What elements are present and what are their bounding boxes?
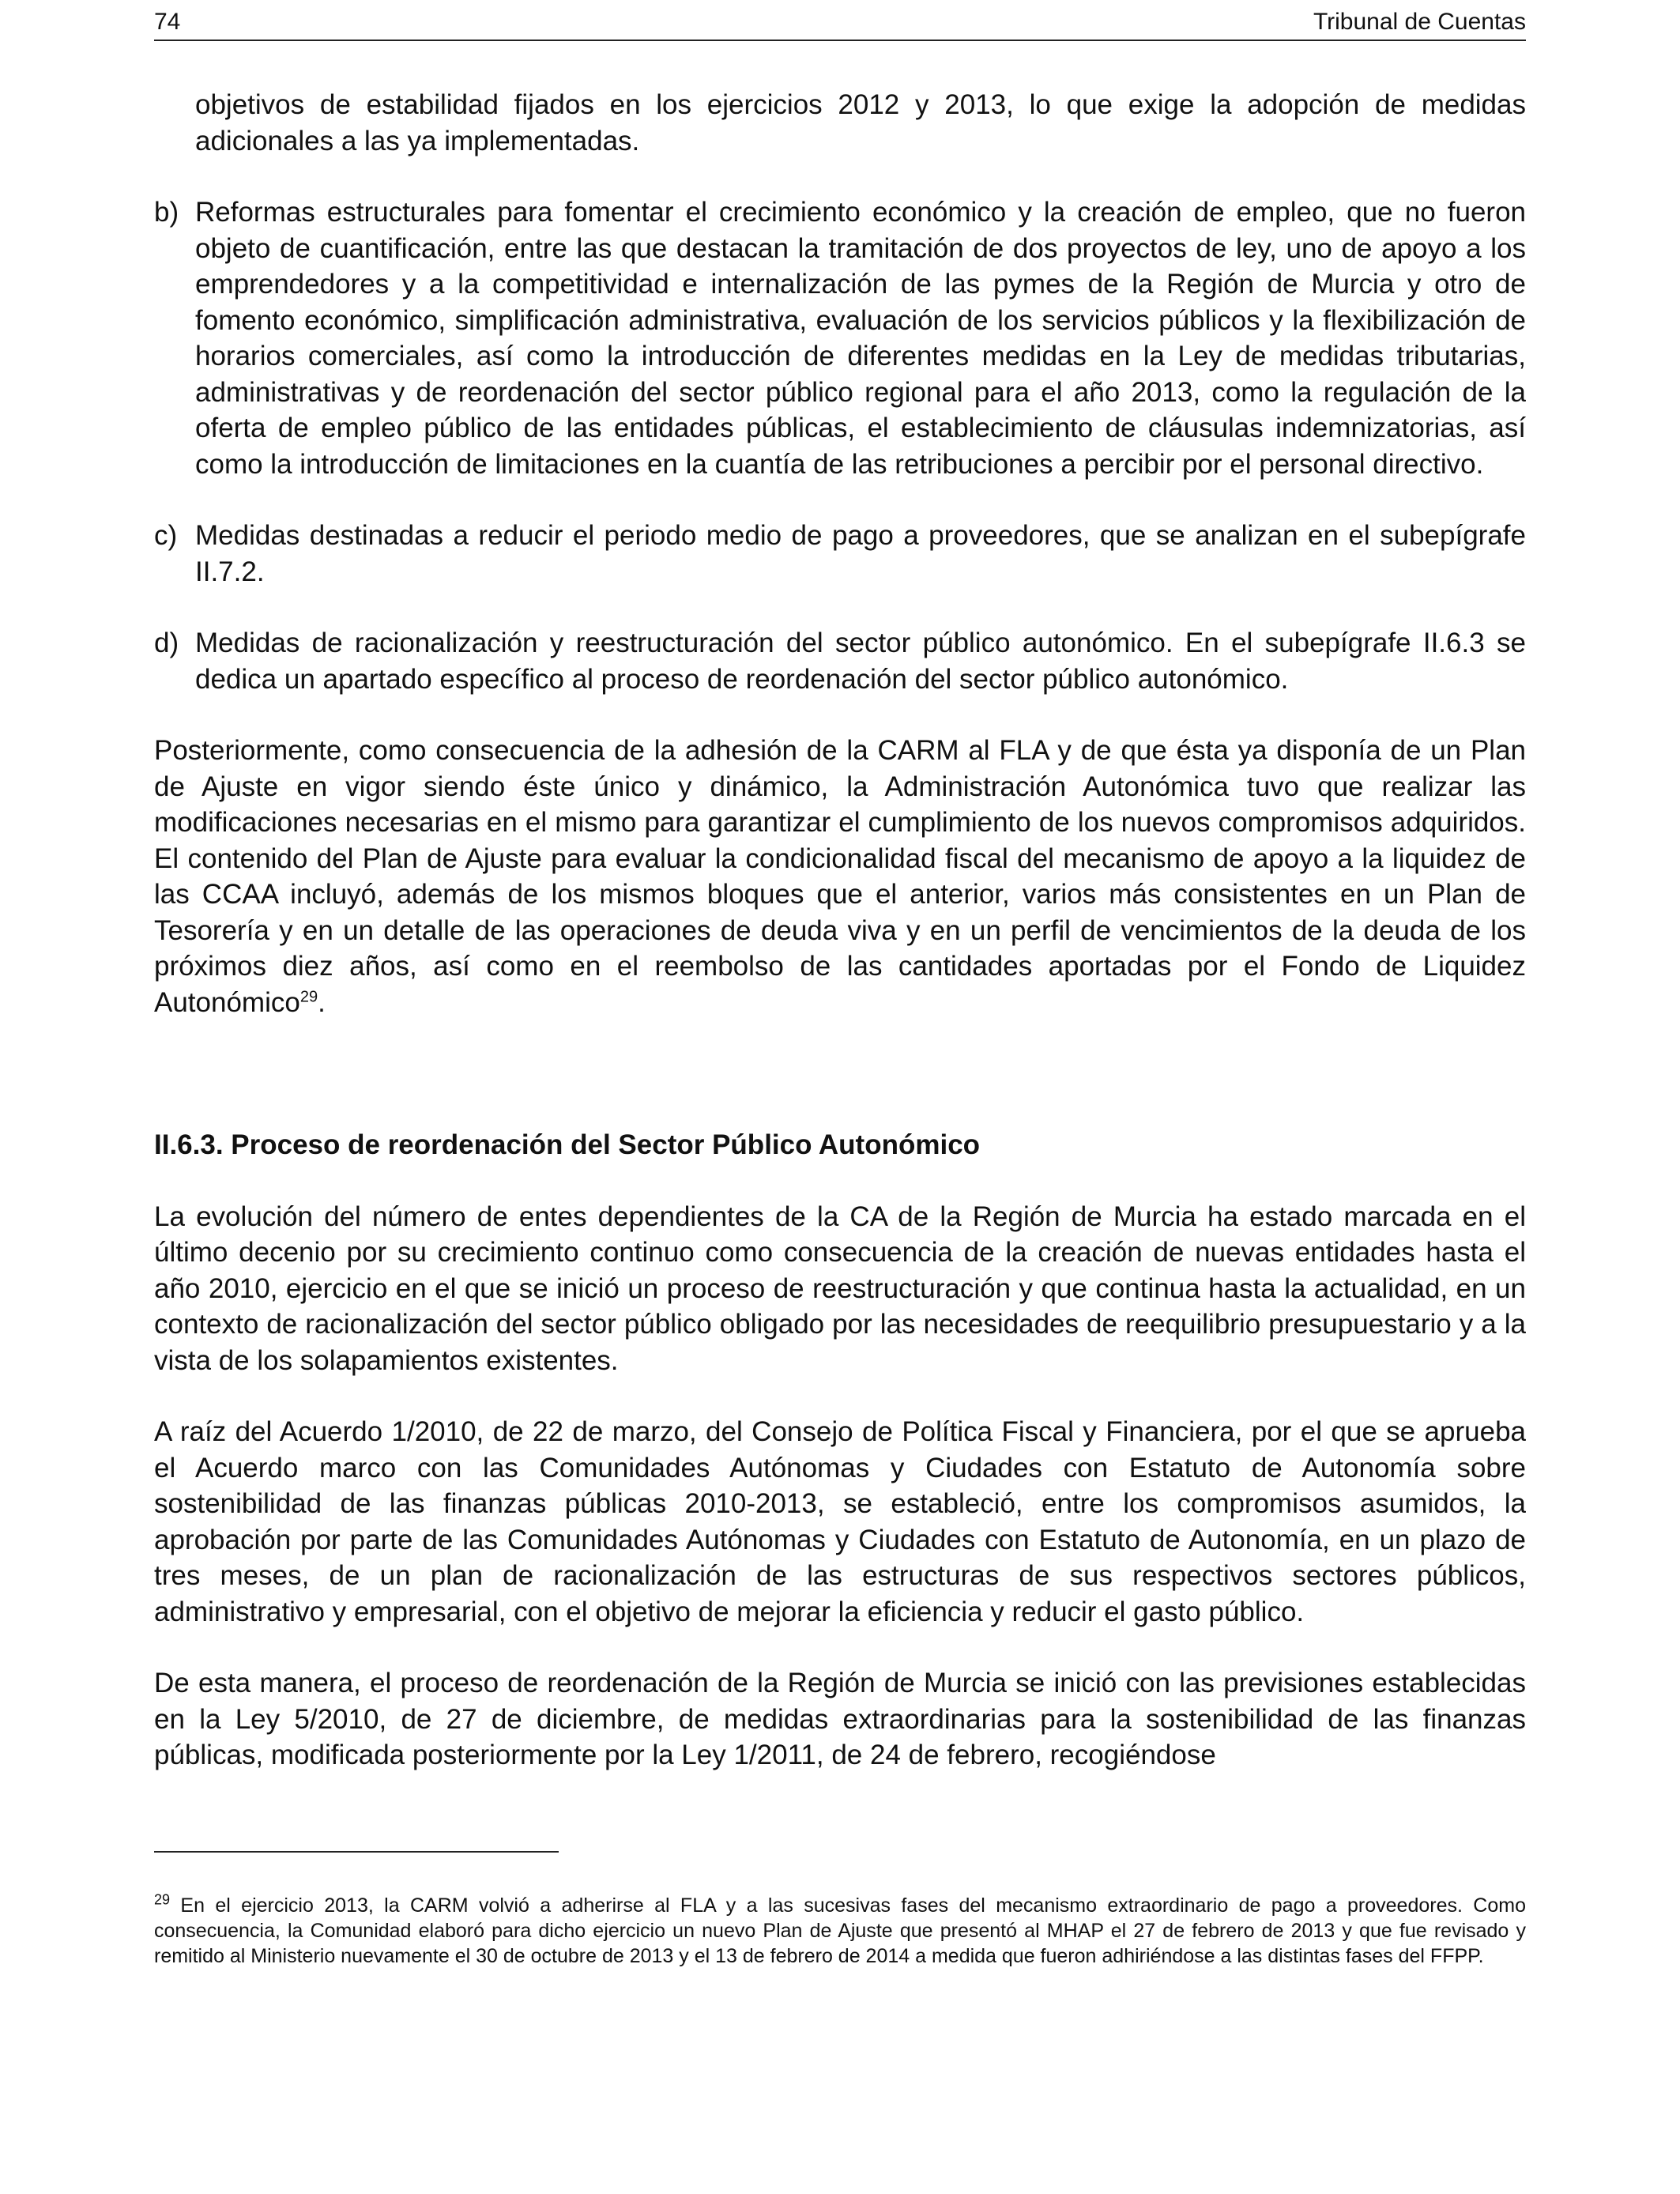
footnote-text: En el ejercicio 2013, la CARM volvió a adherirse al FLA y a las sucesivas fases del mecanismo extraordinario de pago a proveedores. Como consecuencia, la Comunidad elaboró para dicho ejercicio un nuevo Plan de Ajuste que presentó al MHAP el 27 de febrero de 2013 y que fue revisado y remitido al Ministerio nuevamente el 30 de octubre de 2013 y el 13 de febrero de 2014 a medida que fueron adhiriéndose a las distintas fases del FFPP.	[154, 1894, 1526, 1967]
paragraph	[154, 733, 1526, 1020]
paragraph-text: Posteriormente, como consecuencia de la adhesión de la CARM al FLA y de que ésta ya disponía de un Plan de Ajuste en vigor siendo éste único y dinámico, la Administración Autonómica tuvo que realizar las modificaciones necesarias en el mismo para garantizar el cumplimiento de los nuevos compromisos adquiridos. El contenido del Plan de Ajuste para evaluar la condicionalidad fiscal del mecanismo de apoyo a la liquidez de las CCAA incluyó, además de los mismos bloques que el anterior, varios más consistentes en un Plan de Tesorería y en un detalle de las operaciones de deuda viva y en un perfil de vencimientos de la deuda de los próximos diez años, así como en el reembolso de las cantidades aportadas por el Fondo de Liquidez Autonómico	[154, 735, 1526, 1018]
page-header	[154, 6, 1526, 41]
footnote-divider	[154, 1851, 559, 1853]
paragraph: De esta manera, el proceso de reordenación de la Región de Murcia se inició con las previsiones establecidas en la Ley 5/2010, de 27 de diciembre, de medidas extraordinarias para la sostenibilidad de las finanzas públicas, modificada posteriormente por la Ley 1/2011, de 24 de febrero, recogiéndose	[154, 1668, 1526, 1770]
list-item-label: b)	[154, 197, 179, 228]
list-item-text: Medidas destinadas a reducir el periodo medio de pago a proveedores, que se analizan en el subepígrafe II.7.2.	[195, 520, 1526, 587]
page-body	[154, 87, 1526, 1809]
paragraph: A raíz del Acuerdo 1/2010, de 22 de marzo, del Consejo de Política Fiscal y Financiera, por el que se aprueba el Acuerdo marco con las Comunidades Autónomas y Ciudades con Estatuto de Autonomía sobre sostenibilidad de las finanzas públicas 2010-2013, se estableció, entre los compromisos asumidos, la aprobación por parte de las Comunidades Autónomas y Ciudades con Estatuto de Autonomía, en un plazo de tres meses, de un plan de racionalización de las estructuras de sus respectivos sectores públicos, administrativo y empresarial, con el objetivo de mejorar la eficiencia y reducir el gasto público.	[154, 1416, 1526, 1627]
continuation-text: objetivos de estabilidad fijados en los ejercicios 2012 y 2013, lo que exige la adopción de medidas adicionales a las ya implementadas.	[195, 89, 1526, 156]
page-number: 74	[154, 9, 181, 35]
footnote-number: 29	[154, 1891, 171, 1908]
list-item	[154, 518, 1526, 590]
list-item-text: Reformas estructurales para fomentar el crecimiento económico y la creación de empleo, que no fueron objeto de cuantificación, entre las que destacan la tramitación de dos proyectos de ley, uno de apoyo a los emprendedores y a la competitividad e internalización de las pymes de la Región de Murcia y otro de fomento económico, simplificación administrativa, evaluación de los servicios públicos y la flexibilización de horarios comerciales, así como la introducción de diferentes medidas en la Ley de medidas tributarias, administrativas y de reordenación del sector público regional para el año 2013, como la regulación de la oferta de empleo público de las entidades públicas, el establecimiento de cláusulas indemnizatorias, así como la introducción de limitaciones en la cuantía de las retribuciones a percibir por el personal directivo.	[195, 197, 1526, 480]
list-item-label: c)	[154, 520, 178, 551]
list-item	[154, 194, 1526, 482]
footnote-reference[interactable]: 29	[299, 987, 318, 1005]
publisher-name: Tribunal de Cuentas	[1313, 9, 1526, 35]
list-item-text: Medidas de racionalización y reestructuración del sector público autonómico. En el subepígrafe II.6.3 se dedica un apartado específico al proceso de reordenación del sector público autonómico.	[195, 628, 1526, 695]
section-heading: II.6.3. Proceso de reordenación del Sector Público Autonómico	[154, 1129, 981, 1160]
paragraph-end: .	[318, 986, 326, 1018]
footnote	[154, 1893, 1526, 1969]
list-item	[154, 625, 1526, 697]
paragraph: La evolución del número de entes dependientes de la CA de la Región de Murcia ha estado marcada en el último decenio por su crecimiento continuo como consecuencia de la creación de nuevas entidades hasta el año 2010, ejercicio en el que se inició un proceso de reestructuración y que continua hasta la actualidad, en un contexto de racionalización del sector público obligado por las necesidades de reequilibrio presupuestario y a la vista de los solapamientos existentes.	[154, 1201, 1526, 1376]
list-item-label: d)	[154, 628, 179, 658]
